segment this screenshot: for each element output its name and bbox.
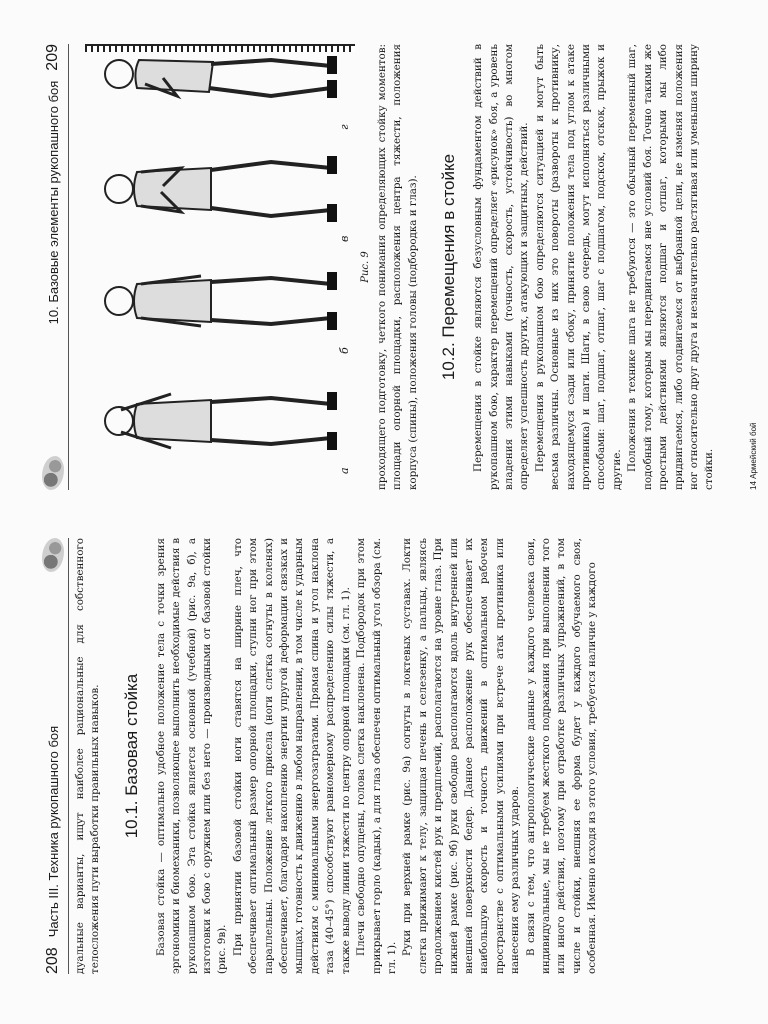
paragraph: проходящего подготовку, четкого понимания определяющих стойку моментов: площади опорной площадки, расположения центра тяжести, положения корпуса (спины), положения головы (подбородка и глаз). bbox=[376, 44, 419, 490]
intro-paragraph: дуальные варианты, ищут наиболее рациональные для собственного телосложения пути выработки правильных навыков. bbox=[74, 538, 102, 974]
page-footer: 14 Армейский бой bbox=[749, 422, 758, 490]
figure-label: в bbox=[338, 235, 351, 242]
paragraph: Перемещения в стойке являются безусловным фундаментом действий в рукопашном бою, характер перемещений определяет «рисунок» боя, а уровень владения этими навыками (точность, скорость, устойчивость) во многом определяет успешность других, атакующих и защитных, действий. bbox=[472, 44, 531, 490]
running-head: Часть III. Техника рукопашного боя bbox=[45, 725, 61, 938]
stance-figure-b-illustration bbox=[91, 262, 351, 340]
right-page-header bbox=[42, 44, 69, 490]
section-title: 10.1. Базовая стойка bbox=[121, 673, 141, 839]
left-page-header bbox=[42, 538, 69, 974]
page-number: 208 bbox=[44, 947, 61, 974]
stance-figure-a-illustration bbox=[91, 382, 351, 460]
paragraph: Перемещения в рукопашном бою определяются ситуацией и могут быть весьма различны. Основные из них это повороты (развороты к противнику, находящемуся сзади или сбоку, принятие положения тела под углом к атаке противника) и шаги. Шаги, в свою очередь, могут исполняться различными способами: шаг, подшаг, отшаг, шаг с подшагом, подскок, отскок, прыжок и другие. bbox=[533, 44, 623, 490]
figure-label: г bbox=[338, 124, 351, 130]
wall-illustration bbox=[85, 44, 355, 52]
figure-label: а bbox=[338, 467, 351, 474]
paragraph: Базовая стойка — оптимально удобное положение тела с точки зрения эргономики и биомеханики, позволяющее выполнить необходимые действия в рукопашном бою. Эта стойка является основной (учебной) (рис. 9а, б), а изготовки к бою с оружием или без него — производными от базовой стойки (рис. 9в). bbox=[154, 538, 229, 974]
paragraph: Руки при верхней рамке (рис. 9а) согнуты в локтевых суставах. Локти слегка прижимают к телу, защищая печень и селезенку, а пальцы, являясь продолжением кистей рук и предплечий, располагаются на уровне глаз. При нижней рамке (рис. 9б) руки свободно располагаются вдоль внутренней или внешней поверхности бедер. Данное расположение рук обеспечивает их наибольшую скорость и точность движений в оптимальном рабочем пространстве с оптимальными усилиями при встрече атак противника или нанесения ему различных ударов. bbox=[401, 538, 522, 974]
page-number: 209 bbox=[44, 44, 61, 71]
left-page bbox=[0, 512, 768, 1024]
section-title: 10.2. Перемещения в стойке bbox=[439, 153, 459, 381]
paragraph: При принятии базовой стойки ноги ставятся на ширине плеч, что обеспечивает оптимальный размер опорной площадки, ступни ног при этом параллельны. Положение легкого присела (ноги слегка согнуты в коленях) обеспечивает, благодаря накоплению энергии упругой деформации связках и мышцах, готовность к движению в любом направлении, в том числе к ударным действиям с минимальными энергозатратами. Прямая спина и угол наклона таза (40–45°) способствуют равномерному распределению силы тяжести, а также выводу линии тяжести по центру опорной площадки (см. гл. 1). bbox=[231, 538, 352, 974]
emblem-icon bbox=[42, 538, 64, 572]
running-head: 10. Базовые элементы рукопашного боя bbox=[45, 80, 61, 325]
figure-stances bbox=[75, 44, 375, 490]
paragraph: Положения в технике шага не требуются — это обычный переменный шаг, подобный тому, которым мы передвигаемся вне условий боя. Точно такими же простыми действиями являются подшаг и отшаг, которыми мы либо придвигаемся, либо отодвигаемся от выбранной цели, не изменяя положения ног относительно друг друга и незначительно растягивая или уменьшая ширину стойки. bbox=[626, 44, 716, 490]
paragraph: В связи с тем, что антропологические данные у каждого человека свои, индивидуальные, мы не требуем жесткого подражания при выполнении того или иного действия, поэтому при отработке различных упражнений, в том числе и стойки, внешняя ее форма будет у каждого обучаемого своя, особенная. Именно исходя из этого условия, требуется наличие у каждого bbox=[524, 538, 599, 974]
stance-figure-v-illustration bbox=[91, 150, 351, 228]
paragraph: Плечи свободно опущены, голова слегка наклонена. Подбородок при этом прикрывает горло (кадык), а для глаз обеспечен оптимальный угол обзора (см. гл. 1). bbox=[355, 537, 398, 974]
figure-label: б bbox=[338, 347, 351, 354]
emblem-icon bbox=[42, 456, 64, 490]
figure-caption: Рис. 9 bbox=[360, 251, 371, 283]
